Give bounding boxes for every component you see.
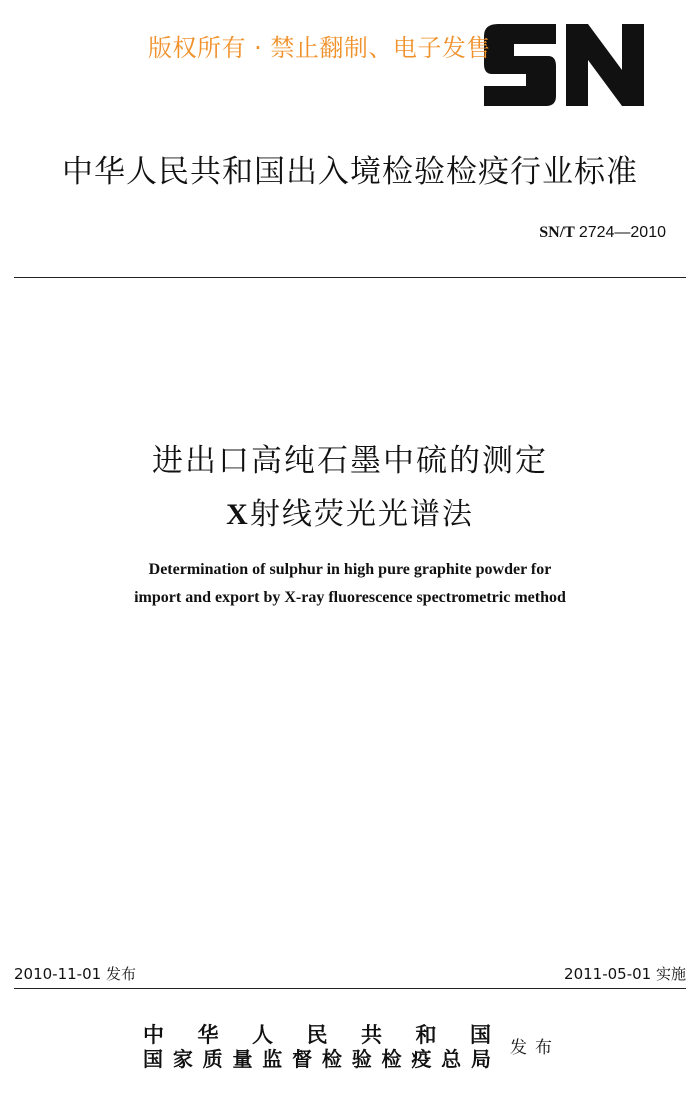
- standard-code-number: 2724—2010: [578, 224, 666, 241]
- header-divider: [14, 277, 686, 278]
- issuer-agency-char: 局: [470, 1047, 491, 1071]
- issuer-agency-char: 检: [321, 1047, 342, 1071]
- issue-date: 2010-11-01 发布: [14, 965, 136, 983]
- issuer-agency-char: 国: [143, 1047, 163, 1071]
- sn-logo-icon: [484, 24, 644, 106]
- title-x-letter: X: [226, 498, 250, 531]
- title-chinese-line2-rest: 射线荧光光谱法: [249, 497, 474, 532]
- sn-logo: [484, 24, 644, 106]
- issuer-char: 人: [252, 1022, 273, 1047]
- title-chinese-line2: [0, 489, 700, 533]
- title-english-line1: Determination of sulphur in high pure graphite powder for: [148, 561, 552, 578]
- standard-code: [539, 224, 666, 242]
- copyright-watermark: 版权所有 · 禁止翻制、电子发售: [148, 34, 491, 62]
- issuer-agency-char: 检: [381, 1047, 402, 1071]
- issuer-agency-char: 质: [202, 1047, 223, 1071]
- issuer-agency-char: 疫: [411, 1047, 432, 1071]
- title-english-line2: import and export by X-ray fluorescence spectrometric method: [134, 589, 566, 606]
- issuer-char: 共: [361, 1022, 382, 1047]
- issuer-agency-char: 量: [232, 1047, 253, 1071]
- implementation-date: 2011-05-01 实施: [564, 965, 686, 983]
- issuer-char: 国: [470, 1022, 491, 1047]
- issuer-agency-char: 验: [351, 1047, 372, 1071]
- title-chinese-line1: 进出口高纯石墨中硫的测定: [152, 443, 548, 479]
- issuer-agency: [143, 1043, 491, 1072]
- issuer-char: 民: [306, 1022, 328, 1047]
- standard-category: 中华人民共和国出入境检验检疫行业标准: [62, 154, 638, 190]
- issuer-char: 华: [197, 1022, 219, 1047]
- issue-action: 发布: [510, 1038, 560, 1058]
- issuer-agency-char: 督: [292, 1047, 313, 1071]
- issuer-agency-char: 家: [172, 1047, 193, 1071]
- issuer-agency-char: 总: [441, 1047, 462, 1071]
- issuer-agency-char: 监: [262, 1047, 283, 1071]
- issuer-char: 和: [415, 1022, 437, 1047]
- footer-divider: [14, 988, 686, 989]
- standard-code-prefix: SN/T: [539, 224, 575, 241]
- issuer-char: 中: [143, 1022, 164, 1047]
